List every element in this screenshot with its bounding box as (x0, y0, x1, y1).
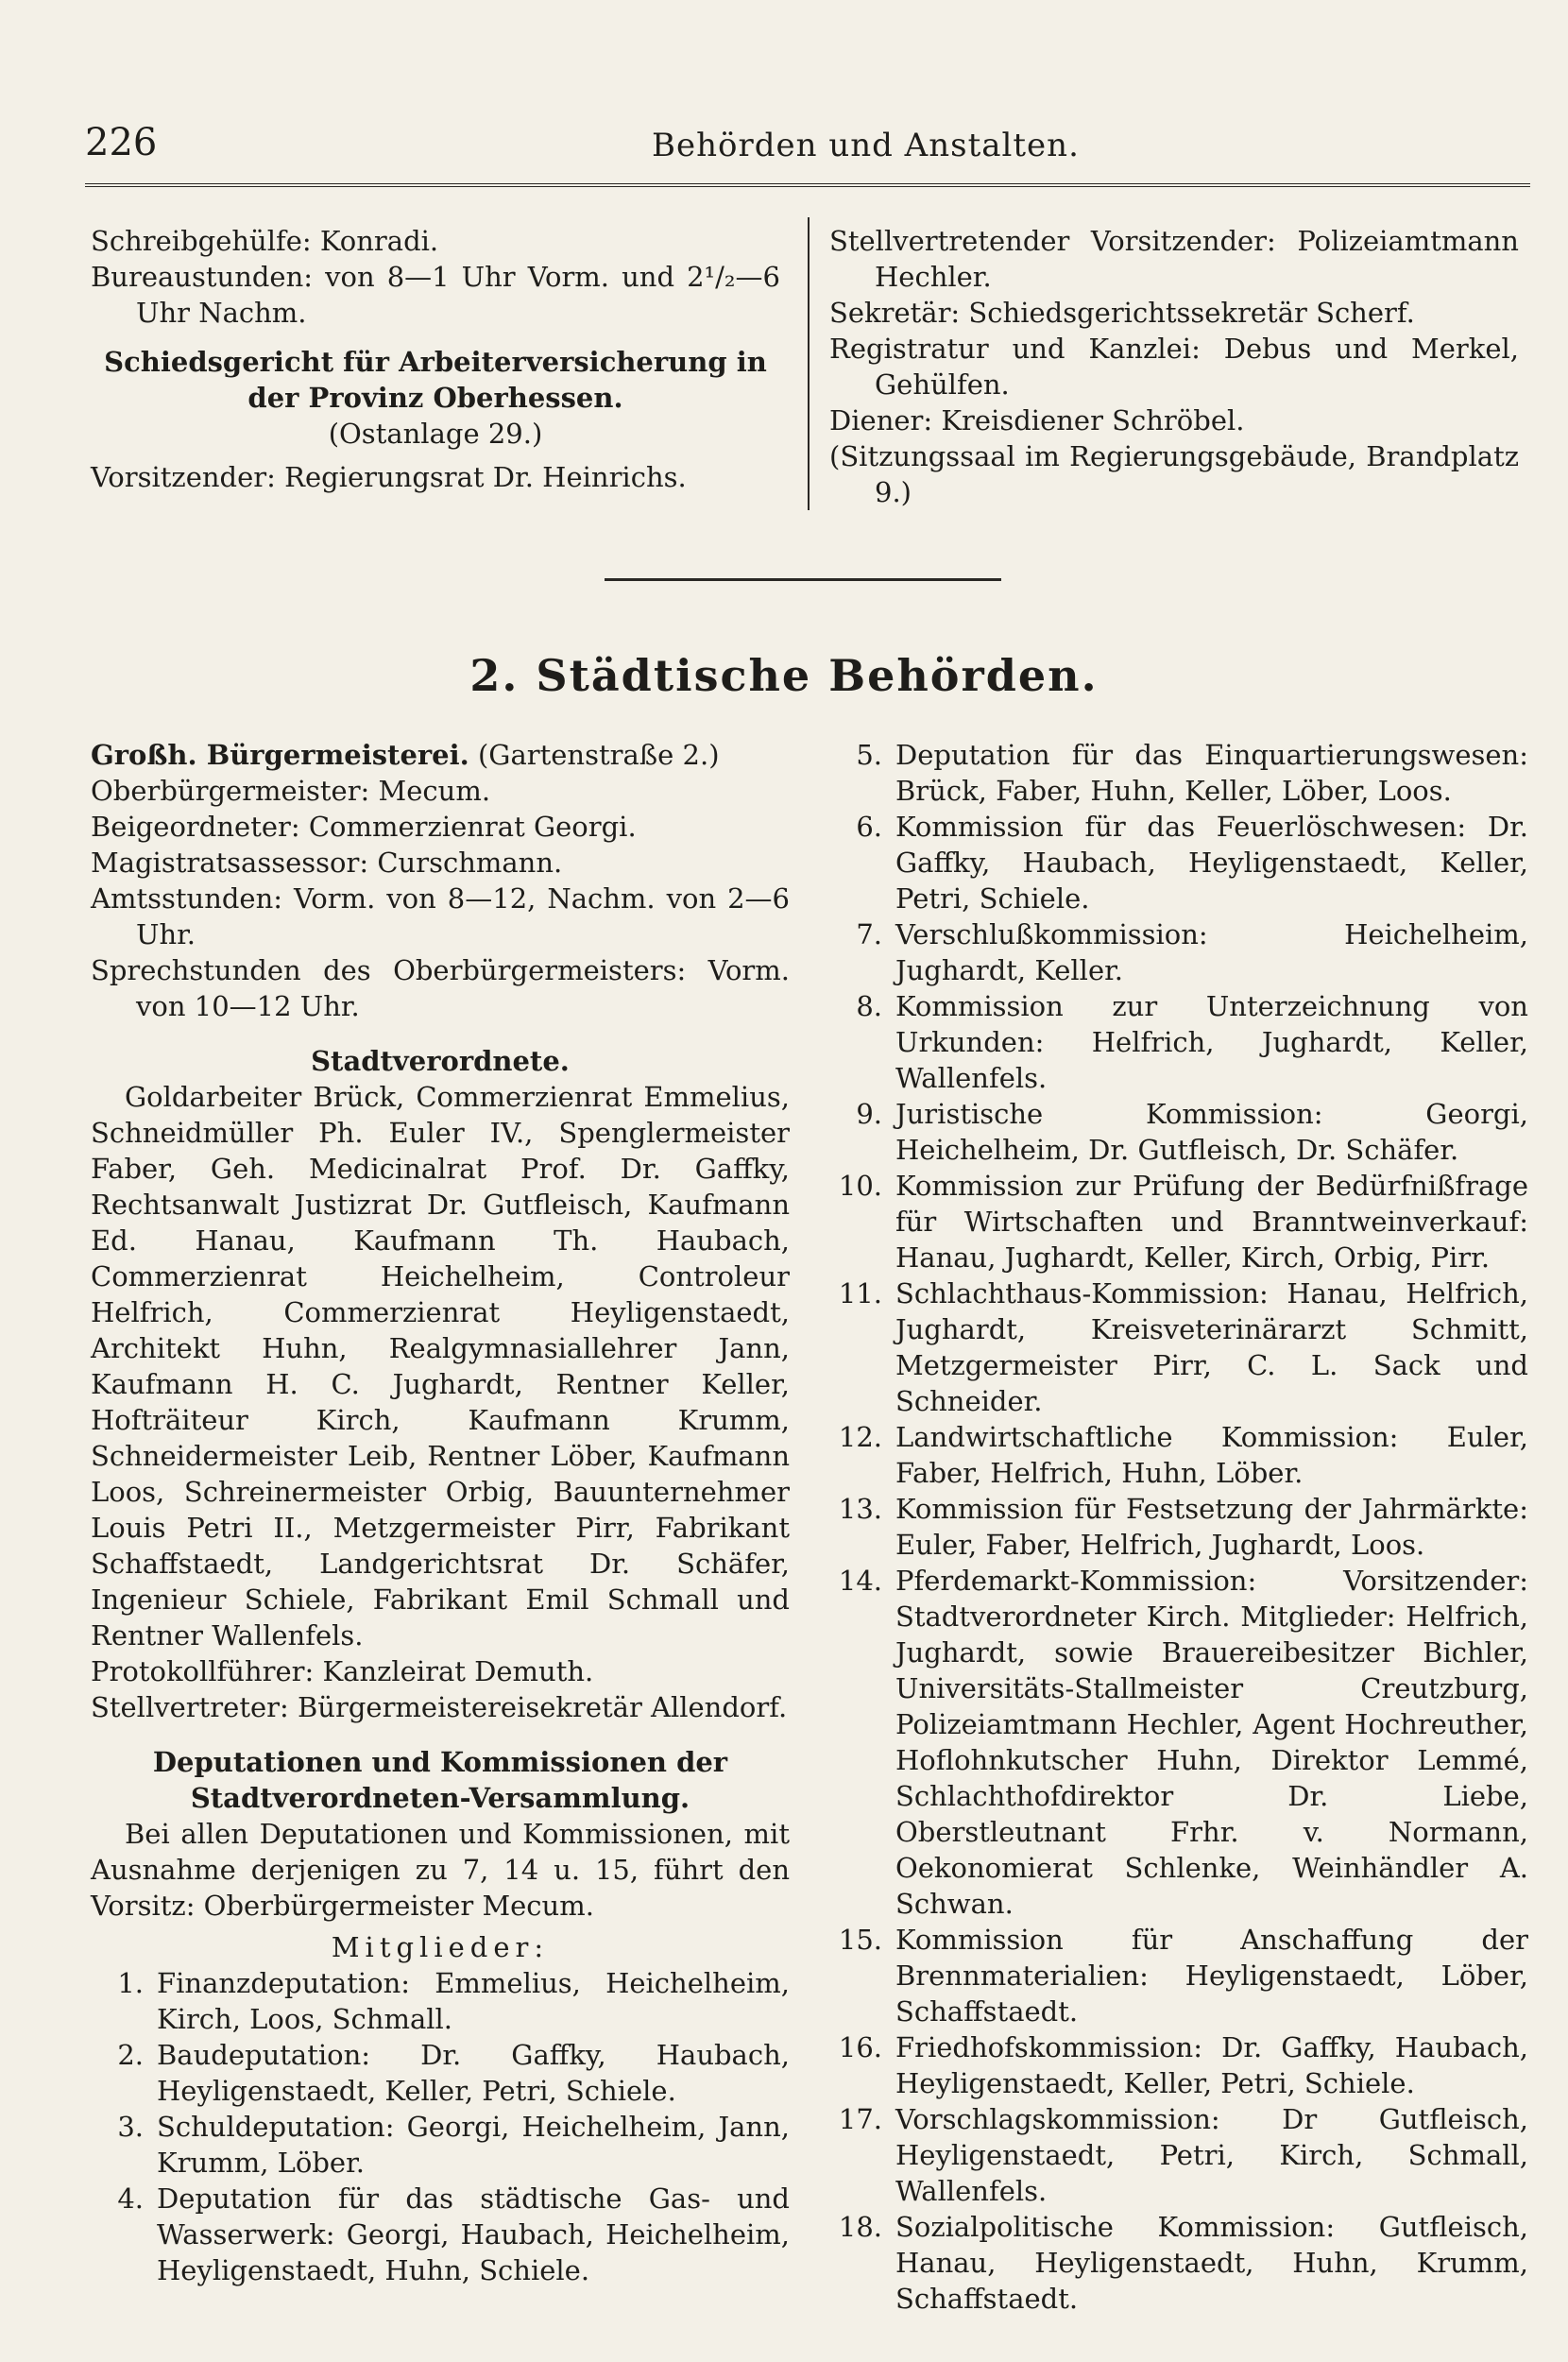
item-number: 1. (117, 1967, 144, 1999)
item-text: Schlachthaus-Kommission: Hanau, Helfrich, Jughardt, Kreisveterinärarzt Schmitt, Metzgermeister Pirr, C. L. Sack und Schneider. (895, 1277, 1528, 1417)
item-number: 14. (838, 1565, 882, 1597)
servant-line: Diener: Kreisdiener Schröbel. (829, 404, 1245, 436)
item-text: Landwirtschaftliche Kommission: Euler, Faber, Helfrich, Huhn, Löber. (895, 1421, 1528, 1489)
item-text: Kommission für Anschaffung der Brennmaterialien: Heyligenstaedt, Löber, Schaffstaedt. (895, 1924, 1528, 2028)
list-item (829, 809, 1528, 916)
session-room-line: (Sitzungssaal im Regierungsgebäude, Brandplatz 9.) (829, 440, 1519, 508)
item-number: 4. (117, 2182, 144, 2215)
item-number: 10. (838, 1170, 882, 1202)
deputy-mayor-line: Beigeordneter: Commerzienrat Georgi. (91, 811, 637, 843)
item-text: Verschlußkommission: Heichelheim, Jughardt, Keller. (895, 918, 1528, 986)
mayor-office-heading (91, 737, 790, 773)
registry-line: Registratur und Kanzlei: Debus und Merkel, Gehülfen. (829, 333, 1519, 401)
deputations-intro: Bei allen Deputationen und Kommissionen, mit Ausnahme derjenigen zu 7, 14 u. 15, führt den Vorsitz: Oberbürgermeister Mecum. (91, 1818, 790, 1922)
running-title: Behörden und Anstalten. (652, 127, 1080, 164)
list-item (829, 1922, 1528, 2029)
court-title: Schiedsgericht für Arbeiterversicherung in der Provinz Oberhessen. (104, 346, 767, 414)
lower-left-column (91, 737, 790, 2288)
section-heading: 2. Städtische Behörden. (469, 650, 1099, 701)
mayor-line: Oberbürgermeister: Mecum. (91, 775, 491, 807)
item-text: Schuldeputation: Georgi, Heichelheim, Jann, Krumm, Löber. (157, 2111, 790, 2179)
office-hours-line: Bureaustunden: von 8—1 Uhr Vorm. und 2¹/₂—6 Uhr Nachm. (91, 261, 780, 329)
list-item (91, 1965, 790, 2037)
item-text: Baudeputation: Dr. Gaffky, Haubach, Heyligenstaedt, Keller, Petri, Schiele. (157, 2039, 790, 2107)
deputy-protocol-line: Stellvertreter: Bürgermeistereisekretär Allendorf. (91, 1691, 788, 1723)
list-item (829, 1096, 1528, 1168)
list-item (829, 1419, 1528, 1491)
list-item (829, 916, 1528, 988)
consultation-hours-line: Sprechstunden des Oberbürgermeisters: Vorm. von 10—12 Uhr. (91, 954, 790, 1022)
deputy-chair-line: Stellvertretender Vorsitzender: Polizeiamtmann Hechler. (829, 225, 1519, 293)
list-item (829, 988, 1528, 1096)
councillors-list: Goldarbeiter Brück, Commerzienrat Emmelius, Schneidmüller Ph. Euler IV., Spenglermeister Faber, Geh. Medicinalrat Prof. Dr. Gaffky, Rechtsanwalt Justizrat Dr. Gutfleisch, Kaufmann Ed. Hanau, Kaufmann Th. Haubach, Commerzienrat Heichelheim, Controleur Helfrich, Commerzienrat Heyligenstaedt, Architekt Huhn, Realgymnasiallehrer Jann, Kaufmann H. C. Jughardt, Rentner Keller, Hofträiteur Kirch, Kaufmann Krumm, Schneidermeister Leib, Rentner Löber, Kaufmann Loos, Schreinermeister Orbig, Bauunternehmer Louis Petri II., Metzgermeister Pirr, Fabrikant Schaffstaedt, Landgerichtsrat Dr. Schäfer, Ingenieur Schiele, Fabrikant Emil Schmall und Rentner Wallenfels. (91, 1081, 790, 1652)
item-number: 13. (838, 1493, 882, 1525)
section-divider (605, 578, 1001, 581)
deputations-title: Deputationen und Kommissionen der Stadtverordneten-Versammlung. (152, 1746, 728, 1814)
item-number: 8. (856, 990, 882, 1022)
list-item (91, 2181, 790, 2288)
list-item (829, 2029, 1528, 2101)
item-text: Kommission zur Prüfung der Bedürfnißfrage für Wirtschaften und Branntweinverkauf: Hanau, Jughardt, Keller, Kirch, Orbig, Pirr. (895, 1170, 1528, 1274)
protocol-line: Protokollführer: Kanzleirat Demuth. (91, 1655, 594, 1687)
mayor-office-title: Großh. Bürgermeisterei. (91, 739, 469, 771)
office-hours-line: Amtsstunden: Vorm. von 8—12, Nachm. von 2—6 Uhr. (91, 882, 790, 950)
item-text: Pferdemarkt-Kommission: Vorsitzender: Stadtverordneter Kirch. Mitglieder: Helfrich, Jughardt, sowie Brauereibesitzer Bichler, Universitäts-Stallmeister Creutzburg, Polizeiamtmann Hechler, Agent Hochreuther, Hoflohnkutscher Huhn, Direktor Lemmé, Schlachthofdirektor Dr. Liebe, Oberstleutnant Frhr. v. Normann, Oekonomierat Schlenke, Weinhändler A. Schwan. (895, 1565, 1528, 1920)
court-chair: Vorsitzender: Regierungsrat Dr. Heinrichs. (91, 461, 687, 493)
column-divider (808, 217, 810, 510)
lower-right-column (829, 737, 1528, 2317)
secretary-line: Sekretär: Schiedsgerichtssekretär Scherf. (829, 297, 1415, 329)
list-item (829, 2101, 1528, 2209)
item-number: 12. (838, 1421, 882, 1453)
header-rule (85, 183, 1530, 187)
item-number: 9. (856, 1098, 882, 1130)
item-text: Juristische Kommission: Georgi, Heichelheim, Dr. Gutfleisch, Dr. Schäfer. (895, 1098, 1528, 1166)
page-number: 226 (85, 121, 158, 164)
members-heading: Mitglieder: (331, 1931, 550, 1963)
item-text: Kommission zur Unterzeichnung von Urkunden: Helfrich, Jughardt, Keller, Wallenfels. (895, 990, 1528, 1094)
item-number: 18. (838, 2211, 882, 2243)
list-item (829, 2209, 1528, 2317)
list-item (829, 1563, 1528, 1922)
item-number: 17. (838, 2103, 882, 2135)
page-header (85, 121, 1530, 178)
item-number: 15. (838, 1924, 882, 1956)
item-text: Friedhofskommission: Dr. Gaffky, Haubach, Heyligenstaedt, Keller, Petri, Schiele. (895, 2031, 1528, 2099)
top-left-column (91, 223, 780, 495)
item-text: Deputation für das städtische Gas- und Wasserwerk: Georgi, Haubach, Heichelheim, Heyligenstaedt, Huhn, Schiele. (157, 2182, 790, 2286)
item-number: 16. (838, 2031, 882, 2063)
item-text: Kommission für das Feuerlöschwesen: Dr. Gaffky, Haubach, Heyligenstaedt, Keller, Petri, Schiele. (895, 811, 1528, 915)
clerk-line: Schreibgehülfe: Konradi. (91, 225, 439, 257)
item-number: 7. (856, 918, 882, 950)
item-number: 3. (117, 2111, 144, 2143)
list-item (829, 737, 1528, 809)
councillors-title: Stadtverordnete. (311, 1045, 570, 1077)
mayor-office-address: (Gartenstraße 2.) (477, 739, 720, 771)
list-item (91, 2037, 790, 2109)
list-item (829, 1491, 1528, 1563)
court-address: (Ostanlage 29.) (328, 418, 543, 450)
item-number: 2. (117, 2039, 144, 2071)
item-text: Sozialpolitische Kommission: Gutfleisch, Hanau, Heyligenstaedt, Huhn, Krumm, Schaffstaedt. (895, 2211, 1528, 2315)
item-text: Finanzdeputation: Emmelius, Heichelheim, Kirch, Loos, Schmall. (157, 1967, 790, 2035)
list-item (91, 2109, 790, 2181)
item-number: 5. (856, 739, 882, 771)
item-text: Kommission für Festsetzung der Jahrmärkte: Euler, Faber, Helfrich, Jughardt, Loos. (895, 1493, 1528, 1561)
list-item (829, 1168, 1528, 1275)
item-text: Vorschlagskommission: Dr Gutfleisch, Heyligenstaedt, Petri, Kirch, Schmall, Wallenfels. (895, 2103, 1528, 2207)
assessor-line: Magistratsassessor: Curschmann. (91, 847, 563, 879)
item-number: 6. (856, 811, 882, 843)
item-number: 11. (838, 1277, 882, 1309)
list-item (829, 1275, 1528, 1419)
item-text: Deputation für das Einquartierungswesen: Brück, Faber, Huhn, Keller, Löber, Loos. (895, 739, 1528, 807)
top-right-column (829, 223, 1519, 510)
